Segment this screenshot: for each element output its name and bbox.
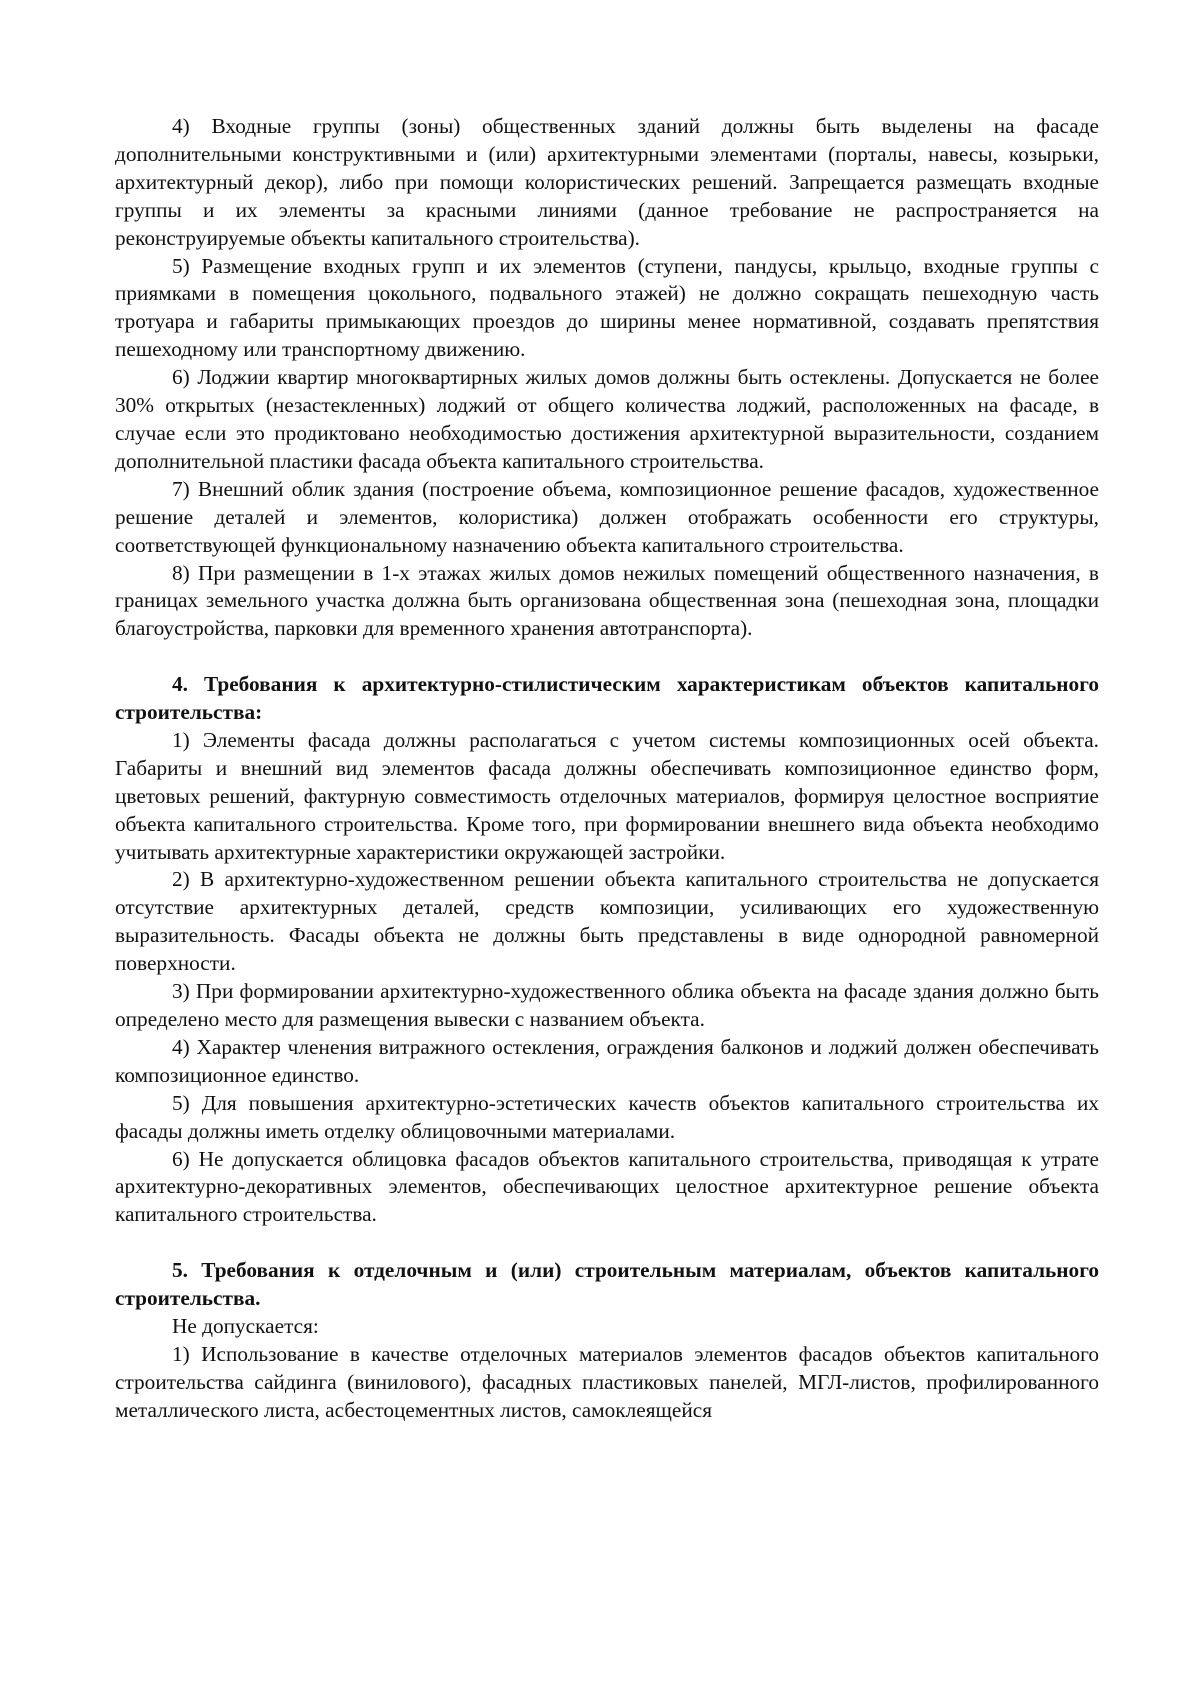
paragraph-4-2: 2) В архитектурно-художественном решении объекта капитального строительства не допускается отсутствие архитектурных деталей, средств композиции, усиливающих его художественную выразительность. Фасады объекта не должны быть представлены в виде однородной равномерной поверхности. (115, 867, 1099, 976)
paragraph-3-8: 8) При размещении в 1-х этажах жилых домов нежилых помещений общественного назначения, в границах земельного участка должна быть организована общественная зона (пешеходная зона, площадки благоустройства, парковки для временного хранения автотранспорта). (115, 560, 1099, 641)
section-gap (115, 1229, 1099, 1257)
paragraph-4-4: 4) Характер членения витражного остекления, ограждения балконов и лоджий должен обеспечивать композиционное единство. (115, 1034, 1099, 1087)
section-5-intro: Не допускается: (172, 1313, 319, 1338)
paragraph-4-6: 6) Не допускается облицовка фасадов объектов капитального строительства, приводящая к утрате архитектурно-декоративных элементов, обеспечивающих целостное архитектурное решение объекта капитального строительства. (115, 1146, 1099, 1227)
section-gap (115, 643, 1099, 671)
paragraph-5-1: 1) Использование в качестве отделочных материалов элементов фасадов объектов капитального строительства сайдинга (винилового), фасадных пластиковых панелей, МГЛ-листов, профилированного металлического листа, асбестоцементных листов, самоклеящейся (115, 1341, 1099, 1422)
paragraph-3-6: 6) Лоджии квартир многоквартирных жилых домов должны быть остеклены. Допускается не более 30% открытых (незастекленных) лоджий от общего количества лоджий, расположенных на фасаде, в случае если это продиктовано необходимостью достижения архитектурной выразительности, созданием дополнительной пластики фасада объекта капитального строительства. (115, 365, 1099, 473)
section-5-heading: 5. Требования к отделочным и (или) строительным материалам, объектов капитального строительства. (115, 1258, 1099, 1311)
paragraph-4-3: 3) При формировании архитектурно-художественного облика объекта на фасаде здания должно быть определено место для размещения вывески с названием объекта. (115, 979, 1099, 1031)
paragraph-3-5: 5) Размещение входных групп и их элементов (ступени, пандусы, крыльцо, входные группы с приямками в помещения цокольного, подвального этажей) не должно сокращать пешеходную часть тротуара и габариты примыкающих проездов до ширины менее нормативной, создавать препятствия пешеходному или транспортному движению. (115, 253, 1099, 362)
paragraph-4-1: 1) Элементы фасада должны располагаться с учетом системы композиционных осей объекта. Габариты и внешний вид элементов фасада должны обеспечивать композиционное единство форм, цветовых решений, фактурную совместимость отделочных материалов, формируя целостное восприятие объекта капитального строительства. Кроме того, при формировании внешнего вида объекта необходимо учитывать архитектурные характеристики окружающей застройки. (115, 727, 1099, 864)
paragraph-3-7: 7) Внешний облик здания (построение объема, композиционное решение фасадов, художественное решение деталей и элементов, колористика) должен отображать особенности его структуры, соответствующей функциональному назначению объекта капитального строительства. (115, 476, 1099, 557)
paragraph-4-5: 5) Для повышения архитектурно-эстетических качеств объектов капитального строительства их фасады должны иметь отделку облицовочными материалами. (115, 1090, 1099, 1143)
document-page (115, 113, 1099, 1425)
section-4-heading: 4. Требования к архитектурно-стилистическим характеристикам объектов капитального строительства: (115, 672, 1099, 725)
paragraph-3-4: 4) Входные группы (зоны) общественных зданий должны быть выделены на фасаде дополнительными конструктивными и (или) архитектурными элементами (порталы, навесы, козырьки, архитектурный декор), либо при помощи колористических решений. Запрещается размещать входные группы и их элементы за красными линиями (данное требование не распространяется на реконструируемые объекты капитального строительства). (115, 114, 1099, 250)
